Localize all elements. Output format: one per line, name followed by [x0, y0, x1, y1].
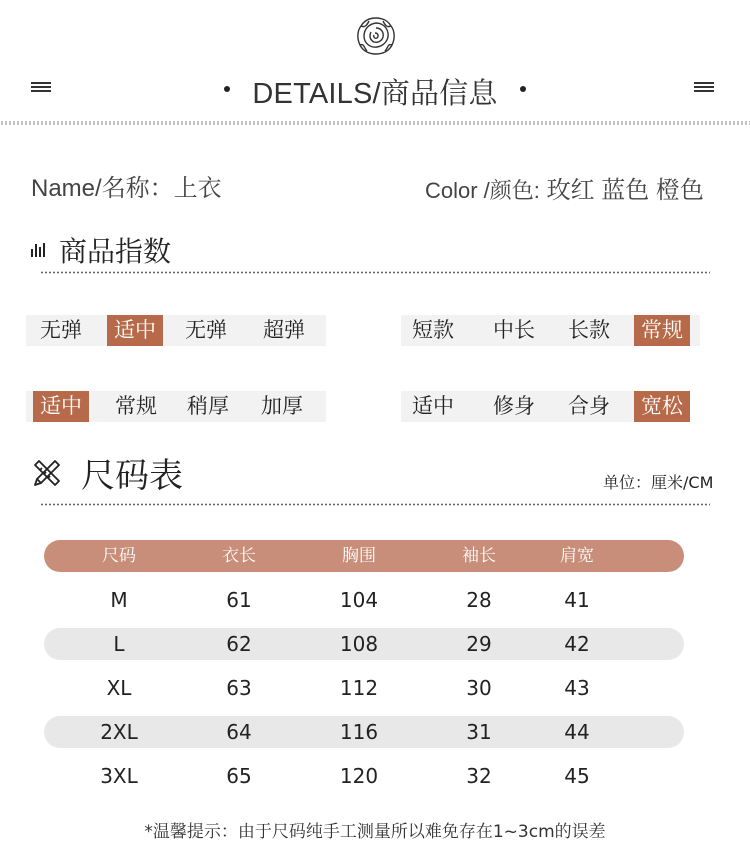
- unit-label: 单位：厘米/CM: [603, 473, 714, 492]
- index-option: 超弹: [263, 318, 305, 342]
- index-option: 加厚: [261, 394, 303, 418]
- table-cell: 28: [466, 588, 492, 612]
- table-row: [44, 716, 684, 748]
- table-header-cell: 尺码: [102, 546, 136, 566]
- table-cell: XL: [106, 676, 132, 700]
- footnote: *温馨提示：由于尺码纯手工测量所以难免存在1~3cm的误差: [144, 822, 606, 842]
- color-label: Color /颜色:: [425, 178, 540, 203]
- product-colors: [425, 170, 704, 205]
- table-header-row: [44, 540, 684, 572]
- rose-icon: [355, 15, 397, 57]
- index-option-selected: 适中: [107, 315, 163, 346]
- table-cell: 44: [564, 720, 590, 744]
- size-section-title: 尺码表: [81, 456, 183, 496]
- index-option-selected: 适中: [33, 391, 89, 422]
- table-cell: 41: [564, 588, 590, 612]
- color-values: 玫红 蓝色 橙色: [546, 177, 704, 204]
- table-cell: 29: [466, 632, 492, 656]
- table-cell: 2XL: [100, 720, 138, 744]
- table-cell: 64: [226, 720, 252, 744]
- index-option: 合身: [568, 394, 610, 418]
- table-cell: 63: [226, 676, 252, 700]
- table-cell: 61: [226, 588, 252, 612]
- table-row: [44, 584, 684, 616]
- table-cell: 32: [466, 764, 492, 788]
- table-header-cell: 胸围: [342, 546, 376, 566]
- bullet-dot: [224, 86, 230, 92]
- table-cell: 108: [339, 632, 379, 656]
- dotted-divider: [40, 503, 710, 506]
- table-header-cell: 衣长: [222, 546, 256, 566]
- dotted-divider: [0, 121, 750, 125]
- size-section-header: [31, 448, 183, 497]
- index-option: 无弹: [185, 318, 227, 342]
- table-row: [44, 760, 684, 792]
- index-option: 稍厚: [187, 394, 229, 418]
- index-section-title: 商品指数: [59, 235, 172, 268]
- table-row: [44, 672, 684, 704]
- table-cell: L: [113, 632, 125, 656]
- index-option: 无弹: [40, 318, 82, 342]
- table-cell: 31: [466, 720, 492, 744]
- table-cell: 45: [564, 764, 590, 788]
- table-cell: 30: [466, 676, 492, 700]
- table-cell: 112: [339, 676, 379, 700]
- index-option: 短款: [412, 318, 454, 342]
- index-option-row: [26, 315, 326, 346]
- index-option-row: [401, 315, 700, 346]
- table-cell: 65: [226, 764, 252, 788]
- table-cell: 43: [564, 676, 590, 700]
- table-cell: 120: [339, 764, 379, 788]
- bullet-dot: [520, 86, 526, 92]
- table-cell: M: [110, 588, 128, 612]
- index-section-header: [31, 230, 171, 270]
- index-option-row: [401, 391, 690, 422]
- table-cell: 104: [339, 588, 379, 612]
- index-option-selected: 宽松: [634, 391, 690, 422]
- ruler-pencil-icon: [31, 457, 63, 489]
- page-title: DETAILS/商品信息: [252, 77, 498, 110]
- table-cell: 3XL: [100, 764, 138, 788]
- header-title-row: [0, 66, 750, 116]
- table-cell: 62: [226, 632, 252, 656]
- index-option-selected: 常规: [634, 315, 690, 346]
- index-option: 长款: [568, 318, 610, 342]
- index-option-row: [26, 391, 326, 422]
- table-cell: 42: [564, 632, 590, 656]
- index-option: 常规: [115, 394, 157, 418]
- dotted-divider: [40, 271, 710, 274]
- bar-chart-icon: [31, 243, 47, 257]
- table-header-cell: 袖长: [462, 546, 496, 566]
- product-name: Name/名称：上衣: [31, 175, 222, 202]
- index-option: 中长: [493, 318, 535, 342]
- table-header-cell: 肩宽: [560, 546, 594, 566]
- index-option: 适中: [412, 394, 454, 418]
- table-cell: 116: [339, 720, 379, 744]
- table-row: [44, 628, 684, 660]
- index-option: 修身: [493, 394, 535, 418]
